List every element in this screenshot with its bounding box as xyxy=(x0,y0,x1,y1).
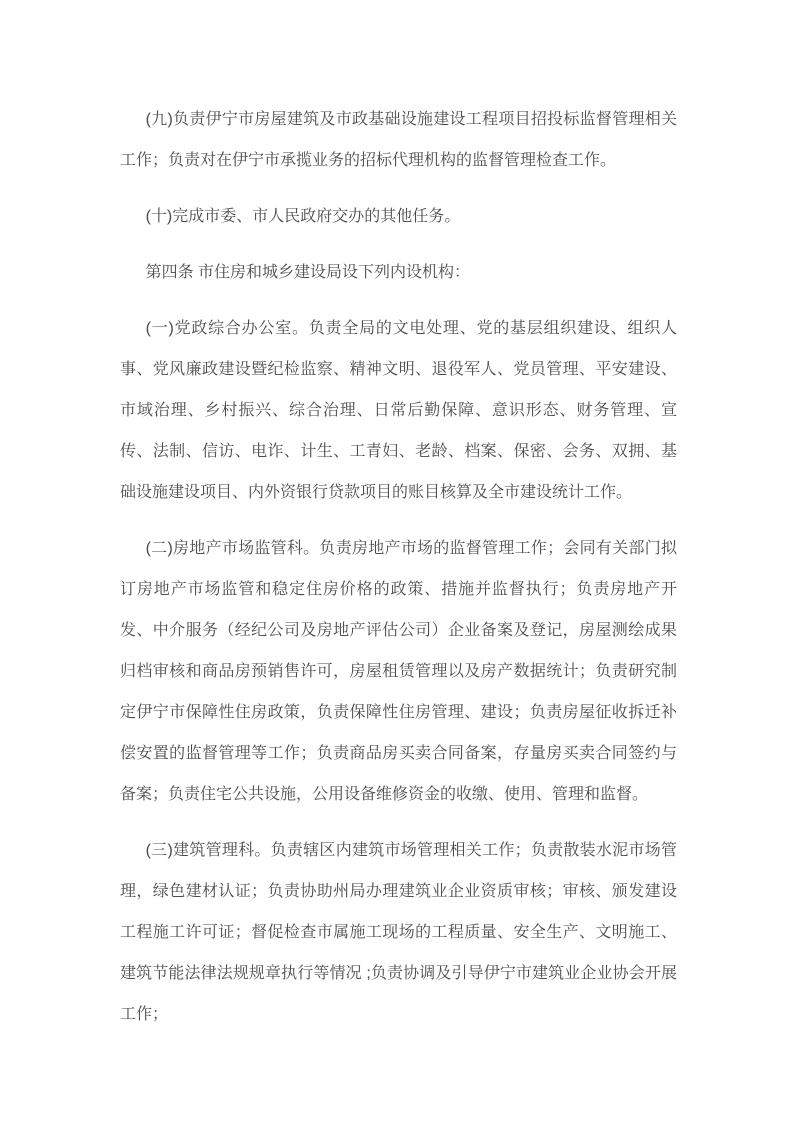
paragraph-article-4-heading: 第四条 市住房和城乡建设局设下列内设机构： xyxy=(145,264,471,281)
document-body xyxy=(120,99,677,1035)
paragraph-item-9-duties: (九)负责伊宁市房屋建筑及市政基础设施建设工程项目招投标监督管理相关工作；负责对在伊宁市承揽业务的招标代理机构的监督管理检查工作。 xyxy=(120,111,677,169)
paragraph-item-10-duties: (十)完成市委、市人民政府交办的其他任务。 xyxy=(145,208,461,225)
paragraph-org-1-party-admin-office: (一)党政综合办公室。负责全局的文电处理、党的基层组织建设、组织人事、党风廉政建设暨纪检监察、精神文明、退役军人、党员管理、平安建设、市域治理、乡村振兴、综合治理、日常后勤保障、意识形态、财务管理、宣传、法制、信访、电诈、计生、工青妇、老龄、档案、保密、会务、双拥、基础设施建设项目、内外资银行贷款项目的账目核算及全市建设统计工作。 xyxy=(120,320,677,501)
paragraph-org-3-construction-management: (三)建筑管理科。负责辖区内建筑市场管理相关工作；负责散装水泥市场管理，绿色建材认证；负责协助州局办理建筑业企业资质审核；审核、颁发建设工程施工许可证；督促检查市属施工现场的工程质量、安全生产、文明施工、建筑节能法律法规规章执行等情况 ;负责协调及引导伊宁市建筑业企业协会开展工作； xyxy=(120,842,677,1023)
paragraph-org-2-real-estate-supervision: (二)房地产市场监管科。负责房地产市场的监督管理工作；会同有关部门拟订房地产市场监管和稳定住房价格的政策、措施并监督执行；负责房地产开发、中介服务（经纪公司及房地产评估公司）企业备案及登记，房屋测绘成果归档审核和商品房预销售许可，房屋租赁管理以及房产数据统计；负责研究制定伊宁市保障性住房政策，负责保障性住房管理、建设；负责房屋征收拆迁补偿安置的监督管理等工作；负责商品房买卖合同备案，存量房买卖合同签约与备案；负责住宅公共设施，公用设备维修资金的收缴、使用、管理和监督。 xyxy=(120,540,677,803)
